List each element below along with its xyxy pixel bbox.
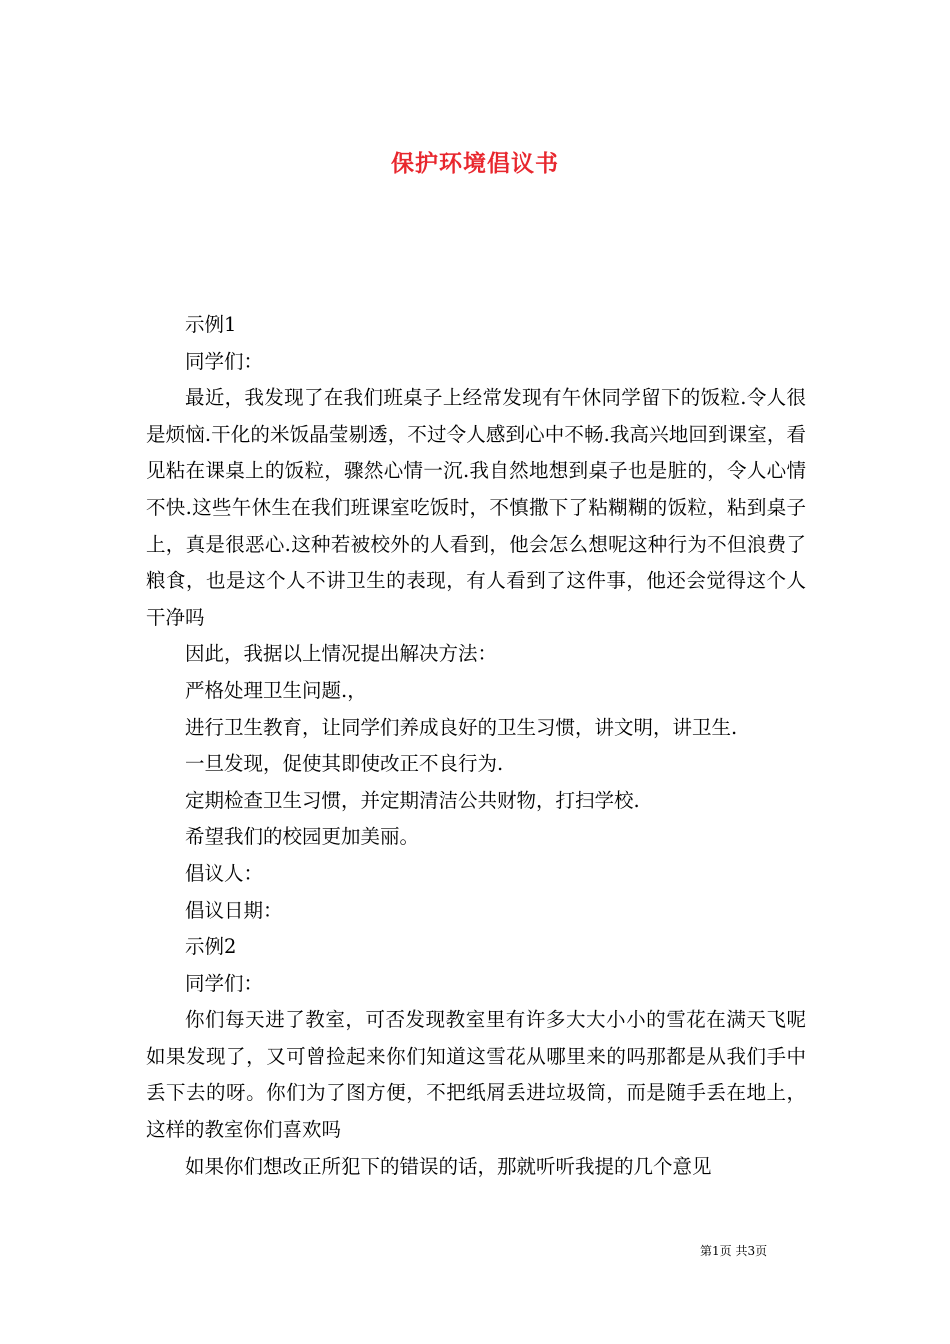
paragraph: 最近，我发现了在我们班桌子上经常发现有午休同学留下的饭粒.令人很是烦恼.干化的米饭晶莹剔透，不过令人感到心中不畅.我高兴地回到课室，看见粘在课桌上的饭粒，骤然心情一沉.我自然地想到桌子也是脏的，令人心情不快.这些午休生在我们班课室吃饭时，不慎撒下了粘糊糊的饭粒，粘到桌子上，真是很恶心.这种若被校外的人看到，他会怎么想呢这种行为不但浪费了粮食，也是这个人不讲卫生的表现，有人看到了这件事，他还会觉得这个人干净吗 xyxy=(146,386,806,629)
document-title: 保护环境倡议书 xyxy=(391,150,559,178)
paragraph: 倡议人： xyxy=(185,861,264,885)
paragraph: 倡议日期： xyxy=(185,898,283,922)
paragraph: 你们每天进了教室，可否发现教室里有许多大大小小的雪花在满天飞呢如果发现了，又可曾捡起来你们知道这雪花从哪里来的吗那都是从我们手中丢下去的呀。你们为了图方便，不把纸屑丢进垃圾筒，而是随手丢在地上，这样的教室你们喜欢吗 xyxy=(146,1008,806,1142)
page-number-footer: 第1页 共3页 xyxy=(700,1244,768,1258)
paragraph: 一旦发现，促使其即使改正不良行为. xyxy=(185,752,504,776)
paragraph: 示例1 xyxy=(185,313,237,336)
paragraph: 示例2 xyxy=(185,935,237,959)
paragraph: 同学们： xyxy=(185,971,264,995)
paragraph: 定期检查卫生习惯，并定期清洁公共财物，打扫学校. xyxy=(185,788,640,812)
paragraph: 进行卫生教育，让同学们养成良好的卫生习惯，讲文明，讲卫生. xyxy=(185,715,738,739)
document-body xyxy=(146,307,806,1185)
paragraph: 因此，我据以上情况提出解决方法： xyxy=(185,642,498,666)
paragraph: 希望我们的校园更加美丽。 xyxy=(185,825,420,849)
paragraph: 同学们： xyxy=(185,349,264,373)
paragraph: 严格处理卫生问题.， xyxy=(185,678,367,702)
paragraph: 如果你们想改正所犯下的错误的话，那就听听我提的几个意见 xyxy=(185,1154,712,1178)
